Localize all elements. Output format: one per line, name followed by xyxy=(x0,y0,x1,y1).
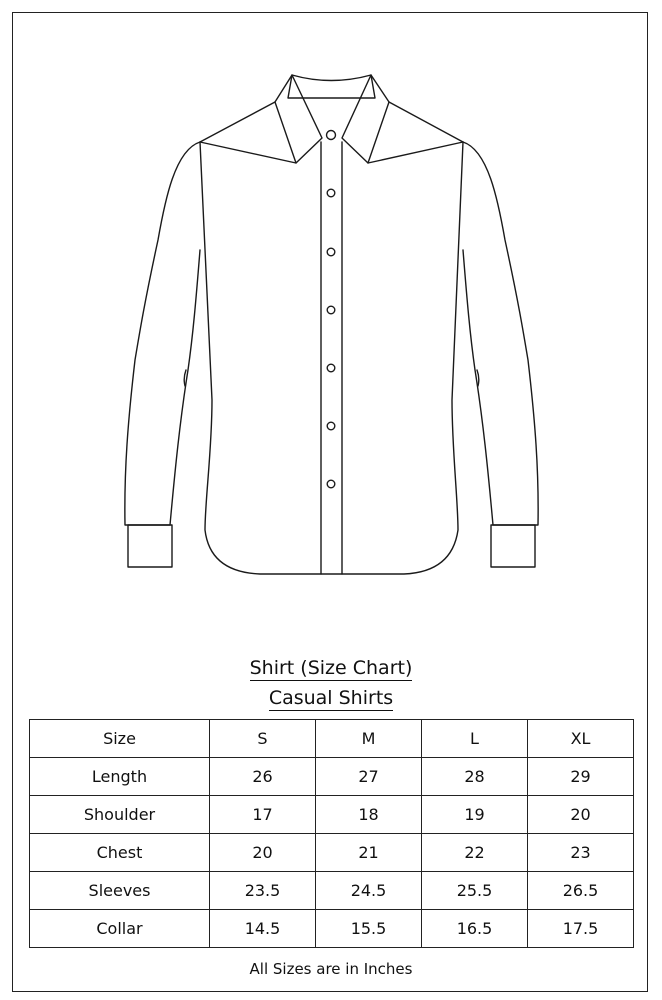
placket xyxy=(321,142,342,574)
header-cell: M xyxy=(316,720,422,758)
table-cell: 24.5 xyxy=(316,872,422,910)
left-cuff xyxy=(128,525,172,567)
collar-right xyxy=(342,75,389,163)
button-1 xyxy=(327,189,335,197)
header-cell: S xyxy=(210,720,316,758)
chart-subtitle xyxy=(0,686,662,710)
table-cell: 19 xyxy=(422,796,528,834)
table-cell: 17 xyxy=(210,796,316,834)
table-cell: 29 xyxy=(528,758,634,796)
yoke-left xyxy=(200,102,296,163)
units-footnote: All Sizes are in Inches xyxy=(249,960,413,978)
table-cell: 18 xyxy=(316,796,422,834)
row-label: Collar xyxy=(30,910,210,948)
left-sleeve xyxy=(125,142,200,525)
right-cuff xyxy=(491,525,535,567)
header-cell: Size xyxy=(30,720,210,758)
table-cell: 20 xyxy=(528,796,634,834)
yoke-right xyxy=(368,102,463,163)
row-label: Length xyxy=(30,758,210,796)
table-cell: 21 xyxy=(316,834,422,872)
row-label: Sleeves xyxy=(30,872,210,910)
shirt-icon xyxy=(100,60,562,590)
table-row xyxy=(30,796,634,834)
row-label: Shoulder xyxy=(30,796,210,834)
chart-title xyxy=(0,656,662,680)
chart-subtitle-text: Casual Shirts xyxy=(268,687,394,709)
row-label: Chest xyxy=(30,834,210,872)
table-cell: 17.5 xyxy=(528,910,634,948)
right-sleeve xyxy=(463,142,538,525)
table-row xyxy=(30,872,634,910)
collar-left xyxy=(275,75,322,163)
table-cell: 23 xyxy=(528,834,634,872)
chart-title-text: Shirt (Size Chart) xyxy=(249,657,413,679)
button-3 xyxy=(327,306,335,314)
table-cell: 16.5 xyxy=(422,910,528,948)
table-cell: 14.5 xyxy=(210,910,316,948)
shirt-body xyxy=(200,142,463,574)
header-cell: XL xyxy=(528,720,634,758)
table-cell: 20 xyxy=(210,834,316,872)
table-row xyxy=(30,834,634,872)
header-cell: L xyxy=(422,720,528,758)
table-cell: 22 xyxy=(422,834,528,872)
button-2 xyxy=(327,248,335,256)
table-cell: 26 xyxy=(210,758,316,796)
table-cell: 28 xyxy=(422,758,528,796)
button-4 xyxy=(327,364,335,372)
button-5 xyxy=(327,422,335,430)
table-row xyxy=(30,758,634,796)
table-cell: 23.5 xyxy=(210,872,316,910)
table-cell: 26.5 xyxy=(528,872,634,910)
button-6 xyxy=(327,480,335,488)
size-table xyxy=(29,719,634,948)
header-row xyxy=(30,720,634,758)
table-cell: 25.5 xyxy=(422,872,528,910)
table-cell: 27 xyxy=(316,758,422,796)
table-cell: 15.5 xyxy=(316,910,422,948)
button-collar xyxy=(327,131,336,140)
table-row xyxy=(30,910,634,948)
